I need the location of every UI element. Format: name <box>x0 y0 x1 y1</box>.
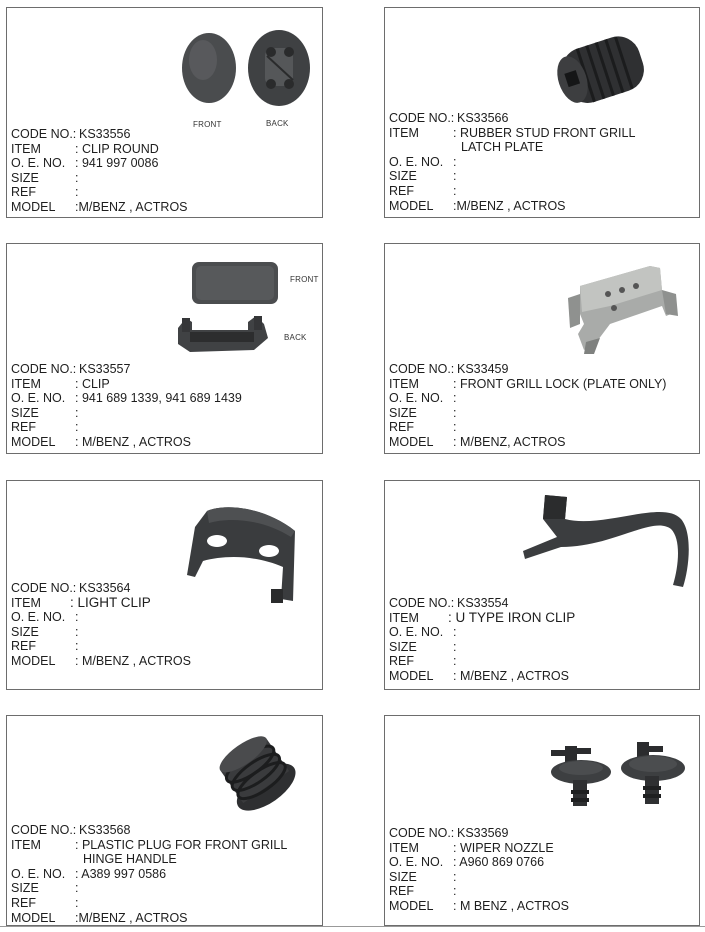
code-label: CODE NO.: <box>11 581 77 595</box>
item-value-line-2: HINGE HANDLE <box>83 852 177 867</box>
front-tag: FRONT <box>290 275 319 284</box>
model-label: MODEL <box>389 434 434 449</box>
item-row <box>11 838 287 853</box>
ref-row <box>389 884 569 899</box>
item-value: : RUBBER STUD FRONT GRILL <box>453 125 636 140</box>
code-row <box>389 596 575 611</box>
size-value: : <box>75 170 79 185</box>
code-value: KS33557 <box>79 362 131 376</box>
product-card-ks33459 <box>384 243 700 454</box>
oe-row <box>389 625 575 640</box>
product-card-ks33566 <box>384 7 700 218</box>
u-type-iron-clip-image <box>513 489 695 597</box>
code-label: CODE NO.: <box>389 362 455 376</box>
item-row <box>389 841 569 856</box>
size-value: : <box>453 639 457 654</box>
code-value: KS33564 <box>79 581 131 595</box>
size-label: SIZE <box>389 169 417 184</box>
model-value: : M/BENZ , ACTROS <box>453 668 569 683</box>
oe-value: : A389 997 0586 <box>75 866 167 881</box>
product-fields <box>11 127 188 215</box>
back-tag: BACK <box>284 333 307 342</box>
ref-row <box>389 420 666 435</box>
ref-label: REF <box>11 895 36 910</box>
rectangular-clip-image <box>172 258 282 373</box>
size-label: SIZE <box>11 881 39 896</box>
wiper-nozzle-image <box>545 736 695 831</box>
ref-value: : <box>453 183 457 198</box>
size-row <box>389 640 575 655</box>
item-label: ITEM <box>389 125 419 140</box>
product-card-ks33554 <box>384 480 700 690</box>
item-value: : CLIP ROUND <box>75 141 159 156</box>
model-row <box>389 899 569 914</box>
product-fields <box>389 362 666 450</box>
oe-row <box>11 867 287 882</box>
oe-label: O. E. NO. <box>389 391 444 406</box>
ref-label: REF <box>389 183 414 198</box>
size-row <box>11 171 188 186</box>
size-row <box>11 406 242 421</box>
oe-label: O. E. NO. <box>389 625 444 640</box>
code-row <box>389 362 666 377</box>
item-row <box>389 126 635 141</box>
size-row <box>11 881 287 896</box>
ref-value: : <box>453 884 457 899</box>
code-value: KS33556 <box>79 127 131 141</box>
code-row <box>389 826 569 841</box>
ref-label: REF <box>389 884 414 899</box>
product-fields <box>11 581 191 669</box>
item-label: ITEM <box>389 840 419 855</box>
model-row <box>389 435 666 450</box>
oe-value: : <box>453 625 457 640</box>
size-value: : <box>453 169 457 184</box>
ref-row <box>11 185 188 200</box>
model-value: : M BENZ , ACTROS <box>453 898 569 913</box>
product-fields <box>389 826 569 914</box>
code-row <box>11 362 242 377</box>
item-label: ITEM <box>11 376 41 391</box>
model-value: :M/BENZ , ACTROS <box>75 910 188 925</box>
ref-value: : <box>75 895 79 910</box>
oe-row <box>11 610 191 625</box>
code-row <box>11 823 287 838</box>
item-row-continued <box>389 140 635 155</box>
ref-value: : <box>75 639 79 654</box>
item-value: : LIGHT CLIP <box>70 594 151 610</box>
oe-label: O. E. NO. <box>11 156 66 171</box>
code-value: KS33554 <box>457 596 509 610</box>
model-label: MODEL <box>389 668 434 683</box>
ref-value: : <box>453 654 457 669</box>
model-label: MODEL <box>11 434 56 449</box>
model-row <box>389 669 575 684</box>
item-label: ITEM <box>389 376 419 391</box>
back-tag: BACK <box>266 119 289 128</box>
item-row-continued <box>11 852 287 867</box>
size-label: SIZE <box>389 405 417 420</box>
ref-label: REF <box>11 420 36 435</box>
ref-label: REF <box>11 639 36 654</box>
model-row <box>11 200 188 215</box>
ref-label: REF <box>389 654 414 669</box>
code-row <box>389 111 635 126</box>
model-row <box>389 199 635 214</box>
ref-row <box>11 420 242 435</box>
size-label: SIZE <box>11 405 39 420</box>
model-value: : M/BENZ, ACTROS <box>453 434 566 449</box>
oe-value: : 941 689 1339, 941 689 1439 <box>75 391 242 406</box>
ref-row <box>11 639 191 654</box>
size-value: : <box>453 405 457 420</box>
product-fields <box>11 823 287 925</box>
code-label: CODE NO.: <box>389 111 455 125</box>
code-label: CODE NO.: <box>11 362 77 376</box>
product-card-ks33568 <box>6 715 323 926</box>
model-value: : M/BENZ , ACTROS <box>75 653 191 668</box>
model-row <box>11 654 191 669</box>
model-value: :M/BENZ , ACTROS <box>453 198 566 213</box>
size-value: : <box>75 405 79 420</box>
model-label: MODEL <box>389 198 434 213</box>
item-row <box>11 377 242 392</box>
model-value: :M/BENZ , ACTROS <box>75 199 188 214</box>
product-fields <box>389 111 635 213</box>
item-label: ITEM <box>11 141 41 156</box>
model-label: MODEL <box>11 653 56 668</box>
product-fields <box>389 596 575 684</box>
model-value: : M/BENZ , ACTROS <box>75 434 191 449</box>
code-row <box>11 581 191 596</box>
item-value: : FRONT GRILL LOCK (PLATE ONLY) <box>453 376 667 391</box>
ref-value: : <box>75 420 79 435</box>
size-row <box>11 625 191 640</box>
size-value: : <box>75 624 79 639</box>
item-row <box>389 611 575 626</box>
model-label: MODEL <box>11 199 56 214</box>
item-value: : PLASTIC PLUG FOR FRONT GRILL <box>75 837 288 852</box>
item-value: : CLIP <box>75 376 110 391</box>
size-label: SIZE <box>389 639 417 654</box>
product-card-ks33569 <box>384 715 700 926</box>
code-label: CODE NO.: <box>11 127 77 141</box>
code-label: CODE NO.: <box>11 823 77 837</box>
size-value: : <box>453 869 457 884</box>
oe-label: O. E. NO. <box>11 610 66 625</box>
code-value: KS33566 <box>457 111 509 125</box>
oe-value: : <box>75 610 79 625</box>
item-row <box>389 377 666 392</box>
size-label: SIZE <box>389 869 417 884</box>
size-row <box>389 169 635 184</box>
size-row <box>389 406 666 421</box>
oe-row <box>11 391 242 406</box>
code-value: KS33569 <box>457 826 509 840</box>
rubber-stud-image <box>545 28 660 113</box>
page-bottom-rule <box>0 926 705 927</box>
item-value: : U TYPE IRON CLIP <box>448 609 576 625</box>
plastic-plug-image <box>212 728 302 820</box>
model-row <box>11 911 287 926</box>
oe-row <box>389 855 569 870</box>
ref-value: : <box>453 420 457 435</box>
oe-row <box>389 155 635 170</box>
item-label: ITEM <box>11 595 41 610</box>
item-label: ITEM <box>11 837 41 852</box>
ref-row <box>389 184 635 199</box>
oe-row <box>389 391 666 406</box>
product-card-ks33557 <box>6 243 323 454</box>
ref-row <box>389 654 575 669</box>
product-fields <box>11 362 242 450</box>
oe-value: : <box>453 391 457 406</box>
item-value-line-2: LATCH PLATE <box>461 140 544 155</box>
code-value: KS33568 <box>79 823 131 837</box>
item-row <box>11 142 188 157</box>
oe-value: : <box>453 154 457 169</box>
light-clip-image <box>185 497 305 612</box>
product-card-ks33556 <box>6 7 323 218</box>
model-label: MODEL <box>389 898 434 913</box>
item-label: ITEM <box>389 610 419 625</box>
size-label: SIZE <box>11 170 39 185</box>
oe-label: O. E. NO. <box>11 391 66 406</box>
code-label: CODE NO.: <box>389 826 455 840</box>
model-label: MODEL <box>11 910 56 925</box>
model-row <box>11 435 242 450</box>
item-value: : WIPER NOZZLE <box>453 840 554 855</box>
size-row <box>389 870 569 885</box>
oe-label: O. E. NO. <box>11 866 66 881</box>
ref-row <box>11 896 287 911</box>
size-label: SIZE <box>11 624 39 639</box>
ref-label: REF <box>11 185 36 200</box>
ref-value: : <box>75 185 79 200</box>
clip-round-image <box>179 22 315 117</box>
item-row <box>11 596 191 611</box>
grill-lock-plate-image <box>550 254 690 364</box>
oe-label: O. E. NO. <box>389 154 444 169</box>
size-value: : <box>75 881 79 896</box>
oe-row <box>11 156 188 171</box>
code-label: CODE NO.: <box>389 596 455 610</box>
oe-label: O. E. NO. <box>389 855 444 870</box>
code-row <box>11 127 188 142</box>
product-card-ks33564 <box>6 480 323 690</box>
front-tag: FRONT <box>193 120 222 129</box>
oe-value: : 941 997 0086 <box>75 156 159 171</box>
code-value: KS33459 <box>457 362 509 376</box>
oe-value: : A960 869 0766 <box>453 855 545 870</box>
ref-label: REF <box>389 420 414 435</box>
